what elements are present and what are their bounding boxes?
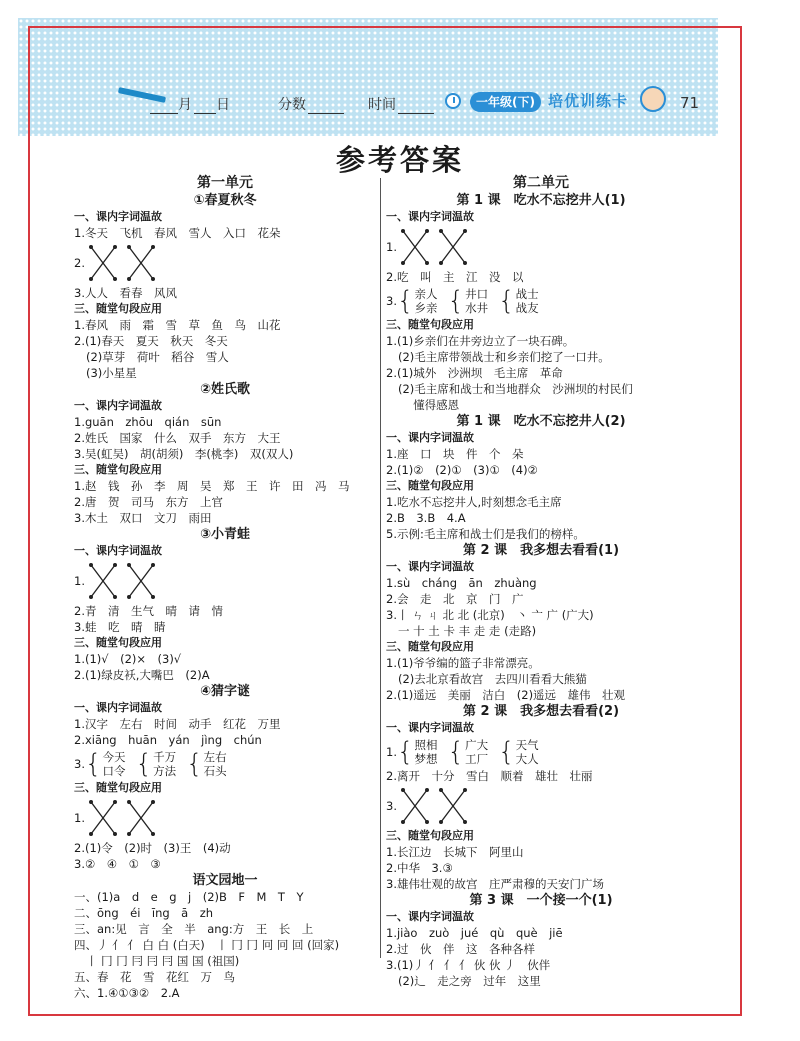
endpoint-dot — [463, 820, 467, 824]
word: 天气 — [515, 738, 539, 752]
endpoint-dot — [89, 595, 93, 599]
answer-line: 2.过 伙 伴 这 各种各样 — [386, 942, 535, 956]
item-number: 1. — [386, 745, 397, 759]
word: 战士 — [515, 287, 539, 301]
brace-icon: { — [396, 286, 414, 316]
section-heading: 一、课内字词温故 — [74, 210, 162, 223]
item-number: 1. — [74, 574, 85, 588]
answer-line: 一、(1)a d e g j (2)B F M T Y — [74, 890, 304, 904]
endpoint-dot — [151, 245, 155, 249]
answer-line: 一 十 土 卡 丰 走 走 (走路) — [398, 624, 537, 638]
answer-line: 1.(1)乡亲们在井旁边立了一块石碑。 — [386, 334, 575, 348]
lesson-title: 第 2 课 我多想去看看(2) — [462, 704, 620, 719]
endpoint-dot — [113, 277, 117, 281]
connecting-lines-icon — [397, 786, 487, 826]
brace-icon: { — [447, 737, 465, 767]
page-title: 参考答案 — [335, 143, 464, 177]
connecting-lines-icon — [85, 798, 175, 838]
score-label: 分数 — [278, 97, 306, 113]
brace-icon: { — [498, 286, 515, 316]
lesson-title: 第 1 课 吃水不忘挖井人(2) — [456, 414, 626, 429]
word: 井口 — [465, 287, 489, 301]
section-heading: 三、随堂句段应用 — [74, 463, 162, 476]
endpoint-dot — [113, 800, 117, 804]
endpoint-dot — [425, 261, 429, 265]
answer-line: 3.② ④ ① ③ — [74, 857, 161, 871]
date-field — [150, 94, 230, 114]
answer-line: (2)草芽 荷叶 稻谷 雪人 — [86, 350, 229, 364]
section-heading: 一、课内字词温故 — [386, 210, 474, 223]
section-heading: 一、课内字词温故 — [74, 544, 162, 557]
endpoint-dot — [401, 820, 405, 824]
answer-line: 3.吴(虹吴) 胡(胡须) 李(桃李) 双(双人) — [74, 447, 294, 461]
word: 左右 — [203, 750, 227, 764]
answer-line: 1.座 口 块 件 个 朵 — [386, 447, 524, 461]
word-groups — [74, 748, 376, 780]
score-field — [278, 94, 344, 114]
answer-line: 3.人人 看春 风风 — [74, 286, 177, 300]
word: 口令 — [102, 764, 126, 778]
word: 亲人 — [414, 287, 438, 301]
lesson-title: 第 2 课 我多想去看看(1) — [462, 543, 620, 558]
answer-line: 3.(1)丿 亻 亻 亻 伙 伙 丿 伙伴 — [386, 958, 551, 972]
answer-line: 懂得感恩 — [398, 398, 460, 412]
answer-line: 2.(1)绿皮袄,大嘴巴 (2)A — [74, 668, 210, 682]
matching-diagram — [386, 225, 696, 269]
item-number: 3. — [386, 799, 397, 813]
answer-line: 2.中华 3.③ — [386, 861, 453, 875]
item-number: 1. — [74, 811, 85, 825]
matching-diagram — [74, 796, 376, 840]
day-label: 日 — [216, 97, 230, 113]
answer-line: 1.汉字 左右 时间 动手 红花 万里 — [74, 717, 281, 731]
answer-line: 2.离开 十分 雪白 顺着 雄壮 壮丽 — [386, 769, 593, 783]
month-label: 月 — [178, 97, 192, 113]
word: 广大 — [465, 738, 489, 752]
answer-line: (3)小星星 — [86, 366, 137, 380]
brace-icon: { — [396, 737, 414, 767]
answer-line: 2.姓氏 国家 什么 双手 东方 大王 — [74, 431, 281, 445]
section-heading: 一、课内字词温故 — [386, 910, 474, 923]
word: 战友 — [515, 301, 539, 315]
matching-diagram — [74, 559, 376, 603]
endpoint-dot — [89, 800, 93, 804]
endpoint-dot — [127, 595, 131, 599]
answer-line: 2.吃 叫 主 江 没 以 — [386, 270, 524, 284]
section-heading: 三、随堂句段应用 — [386, 829, 474, 842]
answer-line: 5.示例:毛主席和战士们是我们的榜样。 — [386, 527, 585, 541]
endpoint-dot — [151, 800, 155, 804]
mascot-icon — [640, 86, 666, 112]
section-heading: 一、课内字词温故 — [74, 399, 162, 412]
answer-line: (2)辶 走之旁 过年 这里 — [398, 974, 541, 988]
answer-line: 五、春 花 雪 花红 万 鸟 — [74, 970, 235, 984]
answer-line: 3.丨 ㄣ ㄐ 北 北 (北京) 丶 亠 广 (广大) — [386, 608, 594, 622]
endpoint-dot — [439, 229, 443, 233]
answer-line: 1.冬天 飞机 春风 雪人 入口 花朵 — [74, 226, 281, 240]
bracket-group — [136, 750, 177, 778]
bracket-group — [186, 750, 227, 778]
section-heading: 三、随堂句段应用 — [386, 479, 474, 492]
endpoint-dot — [127, 563, 131, 567]
word: 石头 — [203, 764, 227, 778]
endpoint-dot — [113, 595, 117, 599]
answer-line: 六、1.④①③② 2.A — [74, 986, 180, 1000]
section-heading: 三、随堂句段应用 — [74, 781, 162, 794]
endpoint-dot — [439, 820, 443, 824]
section-heading: 一、课内字词温故 — [386, 560, 474, 573]
connecting-lines-icon — [85, 243, 175, 283]
lesson-title: 第 3 课 一个接一个(1) — [469, 893, 613, 908]
answer-line: 1.(1)爷爷编的篮子非常漂亮。 — [386, 656, 540, 670]
time-label: 时间 — [368, 97, 396, 113]
word-groups — [386, 736, 696, 768]
endpoint-dot — [401, 788, 405, 792]
right-answers — [386, 192, 696, 989]
section-heading: 三、随堂句段应用 — [74, 636, 162, 649]
bracket-group — [498, 738, 539, 766]
endpoint-dot — [127, 277, 131, 281]
unit-title: 第二单元 — [513, 175, 569, 191]
word: 工厂 — [465, 752, 489, 766]
answer-line: 1.jiào zuò jué qù què jiē — [386, 926, 563, 940]
connecting-lines-icon — [85, 561, 175, 601]
endpoint-dot — [439, 788, 443, 792]
endpoint-dot — [151, 595, 155, 599]
page-number: 71 — [680, 94, 700, 112]
brace-icon: { — [135, 749, 153, 779]
endpoint-dot — [401, 261, 405, 265]
word: 今天 — [102, 750, 126, 764]
endpoint-dot — [89, 245, 93, 249]
bracket-group — [397, 287, 438, 315]
answer-line: 2.(1)遥远 美丽 洁白 (2)遥远 雄伟 壮观 — [386, 688, 626, 702]
word: 梦想 — [414, 752, 438, 766]
endpoint-dot — [151, 277, 155, 281]
answer-line: 1.春风 雨 霜 雪 草 鱼 鸟 山花 — [74, 318, 281, 332]
brace-icon: { — [186, 749, 203, 779]
answer-line: 丨 冂 冂 冃 冃 冃 国 国 (祖国) — [86, 954, 240, 968]
lesson-title: 语文园地一 — [192, 873, 258, 888]
lesson-title: 第 1 课 吃水不忘挖井人(1) — [456, 193, 626, 208]
endpoint-dot — [127, 832, 131, 836]
word: 大人 — [515, 752, 539, 766]
item-number: 2. — [74, 256, 85, 270]
endpoint-dot — [425, 820, 429, 824]
answer-line: 2.青 清 生气 晴 请 情 — [74, 604, 223, 618]
section-heading: 一、课内字词温故 — [386, 431, 474, 444]
item-number: 3. — [74, 757, 85, 771]
unit-title: 第一单元 — [197, 175, 253, 191]
bracket-group — [397, 738, 438, 766]
brace-icon: { — [84, 749, 102, 779]
answer-line: (2)去北京看故宫 去四川看看大熊猫 — [398, 672, 587, 686]
answer-line: 2.唐 贺 司马 东方 上官 — [74, 495, 223, 509]
section-heading: 一、课内字词温故 — [386, 721, 474, 734]
endpoint-dot — [127, 245, 131, 249]
brace-icon: { — [498, 737, 515, 767]
grade-badge: 一年级(下) — [470, 92, 541, 112]
answer-line: 3.蛙 吃 晴 睛 — [74, 620, 166, 634]
endpoint-dot — [113, 832, 117, 836]
endpoint-dot — [113, 245, 117, 249]
answer-line: 3.木土 双口 文刀 雨田 — [74, 511, 212, 525]
section-heading: 三、随堂句段应用 — [386, 318, 474, 331]
endpoint-dot — [89, 563, 93, 567]
connecting-lines-icon — [397, 227, 487, 267]
answer-line: 2.(1)② (2)① (3)① (4)② — [386, 463, 538, 477]
endpoint-dot — [151, 563, 155, 567]
answer-line: (2)毛主席和战士和当地群众 沙洲坝的村民们 — [398, 382, 633, 396]
section-heading: 一、课内字词温故 — [74, 701, 162, 714]
time-field — [368, 94, 434, 114]
answer-line: 1.吃水不忘挖井人,时刻想念毛主席 — [386, 495, 562, 509]
brace-icon: { — [447, 286, 465, 316]
answer-line: 1.长江边 长城下 阿里山 — [386, 845, 524, 859]
clock-icon — [445, 93, 461, 109]
column-divider — [380, 178, 381, 958]
answer-line: 2.(1)令 (2)时 (3)王 (4)动 — [74, 841, 231, 855]
lesson-title: ②姓氏歌 — [199, 382, 250, 397]
endpoint-dot — [439, 261, 443, 265]
endpoint-dot — [425, 229, 429, 233]
answer-line: 二、ōng éi īng ā zh — [74, 906, 214, 920]
answer-line: 四、丿 亻 亻 白 白 (白天) 丨 冂 冂 冋 冋 回 (回家) — [74, 938, 340, 952]
section-heading: 三、随堂句段应用 — [74, 302, 162, 315]
answer-line: 2.xiāng huān yán jìng chún — [74, 733, 262, 747]
answer-line: 2.会 走 北 京 门 广 — [386, 592, 524, 606]
answer-line: 1.赵 钱 孙 李 周 吴 郑 王 许 田 冯 马 — [74, 479, 350, 493]
word: 千万 — [153, 750, 177, 764]
endpoint-dot — [89, 277, 93, 281]
matching-diagram — [74, 241, 376, 285]
endpoint-dot — [463, 788, 467, 792]
lesson-title: ④猜字谜 — [199, 684, 250, 699]
word: 乡亲 — [414, 301, 438, 315]
word-groups — [386, 285, 696, 317]
bracket-group — [448, 287, 489, 315]
lesson-title: ①春夏秋冬 — [193, 193, 257, 208]
bracket-group — [498, 287, 539, 315]
answer-line: 2.(1)春天 夏天 秋天 冬天 — [74, 334, 228, 348]
right-column — [386, 174, 696, 989]
left-column — [74, 174, 376, 1001]
answer-line: 1.sù cháng ān zhuàng — [386, 576, 537, 590]
answer-line: 三、an:见 言 全 半 ang:方 王 长 上 — [74, 922, 314, 936]
endpoint-dot — [425, 788, 429, 792]
answer-line: 2.B 3.B 4.A — [386, 511, 466, 525]
word: 方法 — [153, 764, 177, 778]
bracket-group — [448, 738, 489, 766]
answer-line: 3.雄伟壮观的故宫 庄严肃穆的天安门广场 — [386, 877, 604, 891]
endpoint-dot — [151, 832, 155, 836]
answer-line: 1.(1)√ (2)× (3)√ — [74, 652, 182, 666]
endpoint-dot — [113, 563, 117, 567]
endpoint-dot — [89, 832, 93, 836]
item-number: 1. — [386, 240, 397, 254]
word: 照相 — [414, 738, 438, 752]
answer-line: (2)毛主席带领战士和乡亲们挖了一口井。 — [398, 350, 610, 364]
word: 水井 — [465, 301, 489, 315]
endpoint-dot — [463, 229, 467, 233]
brand-text: 培优训练卡 — [548, 92, 629, 110]
lesson-title: ③小青蛙 — [199, 527, 250, 542]
left-answers — [74, 192, 376, 1001]
endpoint-dot — [127, 800, 131, 804]
section-heading: 三、随堂句段应用 — [386, 640, 474, 653]
answer-line: 1.guān zhōu qián sūn — [74, 415, 222, 429]
endpoint-dot — [401, 229, 405, 233]
item-number: 3. — [386, 294, 397, 308]
bracket-group — [85, 750, 126, 778]
endpoint-dot — [463, 261, 467, 265]
matching-diagram — [386, 784, 696, 828]
answer-line: 2.(1)城外 沙洲坝 毛主席 革命 — [386, 366, 563, 380]
